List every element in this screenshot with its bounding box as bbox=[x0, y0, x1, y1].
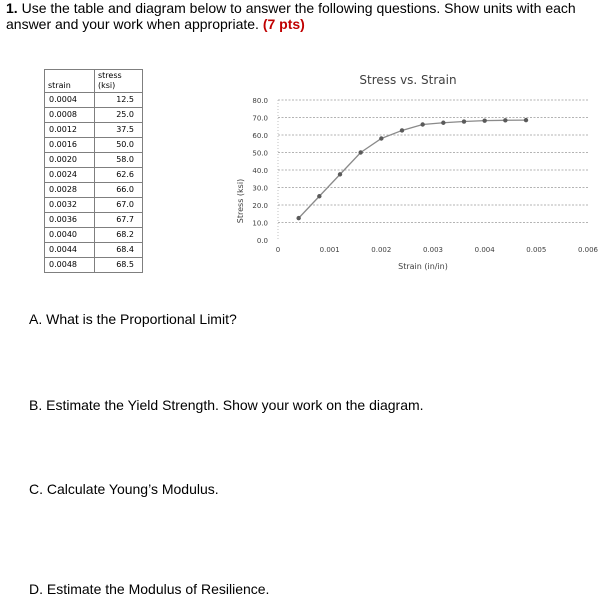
strain-cell: 0.0024 bbox=[45, 168, 95, 183]
y-tick-label: 40.0 bbox=[252, 167, 268, 175]
question-number: 1. bbox=[6, 0, 18, 16]
stress-cell: 68.4 bbox=[95, 243, 143, 258]
data-point bbox=[358, 150, 362, 154]
x-axis-label: Strain (in/in) bbox=[398, 262, 448, 271]
x-tick-label: 0.004 bbox=[474, 246, 495, 254]
stress-header-unit: (ksi) bbox=[98, 81, 116, 90]
strain-cell: 0.0008 bbox=[45, 108, 95, 123]
table-row bbox=[45, 138, 143, 153]
x-tick-label: 0.005 bbox=[526, 246, 547, 254]
stress-cell: 67.7 bbox=[95, 213, 143, 228]
strain-cell: 0.0012 bbox=[45, 123, 95, 138]
stress-strain-chart bbox=[228, 66, 598, 281]
data-point bbox=[317, 194, 321, 198]
table-row bbox=[45, 228, 143, 243]
strain-cell: 0.0028 bbox=[45, 183, 95, 198]
strain-cell: 0.0020 bbox=[45, 153, 95, 168]
data-point bbox=[420, 122, 424, 126]
strain-cell: 0.0004 bbox=[45, 93, 95, 108]
data-point bbox=[400, 128, 404, 132]
stress-column-header bbox=[95, 70, 143, 93]
data-point bbox=[441, 121, 445, 125]
data-point bbox=[338, 172, 342, 176]
strain-column-header: strain bbox=[45, 70, 95, 93]
stress-cell: 50.0 bbox=[95, 138, 143, 153]
table-header-row bbox=[45, 70, 143, 93]
chart-title: Stress vs. Strain bbox=[359, 73, 457, 87]
y-tick-label: 70.0 bbox=[252, 114, 268, 123]
stress-cell: 68.2 bbox=[95, 228, 143, 243]
x-tick-label: 0 bbox=[275, 246, 281, 254]
x-tick-label: 0.006 bbox=[577, 246, 598, 254]
data-point bbox=[503, 118, 507, 122]
y-tick-label: 30.0 bbox=[252, 184, 268, 193]
grid-lines bbox=[278, 100, 588, 240]
strain-cell: 0.0044 bbox=[45, 243, 95, 258]
y-tick-label: 20.0 bbox=[252, 202, 268, 210]
strain-cell: 0.0016 bbox=[45, 138, 95, 153]
strain-cell: 0.0048 bbox=[45, 258, 95, 273]
stress-header-label: stress bbox=[98, 71, 122, 80]
data-point bbox=[296, 216, 300, 220]
data-point bbox=[524, 118, 528, 122]
data-point bbox=[462, 119, 466, 123]
table-row bbox=[45, 153, 143, 168]
x-tick-label: 0.002 bbox=[371, 246, 392, 254]
question-b: B. Estimate the Yield Strength. Show your work on the diagram. bbox=[29, 397, 424, 413]
table-row bbox=[45, 108, 143, 123]
table-row bbox=[45, 183, 143, 198]
y-tick-label: 0.0 bbox=[256, 237, 268, 245]
y-axis-label: Stress (ksi) bbox=[236, 178, 245, 224]
question-d: D. Estimate the Modulus of Resilience. bbox=[29, 581, 270, 597]
table-row bbox=[45, 198, 143, 213]
table-row bbox=[45, 168, 143, 183]
stress-strain-table bbox=[44, 69, 143, 273]
strain-cell: 0.0032 bbox=[45, 198, 95, 213]
stress-cell: 68.5 bbox=[95, 258, 143, 273]
table-row bbox=[45, 93, 143, 108]
strain-cell: 0.0036 bbox=[45, 213, 95, 228]
y-tick-label: 50.0 bbox=[252, 149, 268, 158]
data-point bbox=[482, 118, 486, 122]
stress-cell: 67.0 bbox=[95, 198, 143, 213]
table-row bbox=[45, 213, 143, 228]
y-tick-label: 60.0 bbox=[252, 132, 268, 140]
tick-labels bbox=[252, 97, 598, 254]
stress-cell: 12.5 bbox=[95, 93, 143, 108]
stress-cell: 66.0 bbox=[95, 183, 143, 198]
stress-cell: 62.6 bbox=[95, 168, 143, 183]
question-a: A. What is the Proportional Limit? bbox=[29, 311, 237, 327]
y-tick-label: 10.0 bbox=[252, 219, 268, 228]
x-tick-label: 0.001 bbox=[319, 246, 340, 254]
stress-cell: 25.0 bbox=[95, 108, 143, 123]
table-body bbox=[45, 93, 143, 273]
table-row bbox=[45, 243, 143, 258]
points-label: (7 pts) bbox=[262, 16, 305, 32]
question-c: C. Calculate Young’s Modulus. bbox=[29, 481, 219, 497]
table-row bbox=[45, 258, 143, 273]
table-row bbox=[45, 123, 143, 138]
y-tick-label: 80.0 bbox=[252, 97, 268, 105]
question-text: Use the table and diagram below to answer the following questions. Show units with each answer and your work when appropriate. bbox=[6, 0, 576, 32]
stress-cell: 58.0 bbox=[95, 153, 143, 168]
strain-cell: 0.0040 bbox=[45, 228, 95, 243]
data-point bbox=[379, 136, 383, 140]
question-header bbox=[6, 0, 602, 32]
stress-cell: 37.5 bbox=[95, 123, 143, 138]
x-tick-label: 0.003 bbox=[422, 246, 444, 254]
